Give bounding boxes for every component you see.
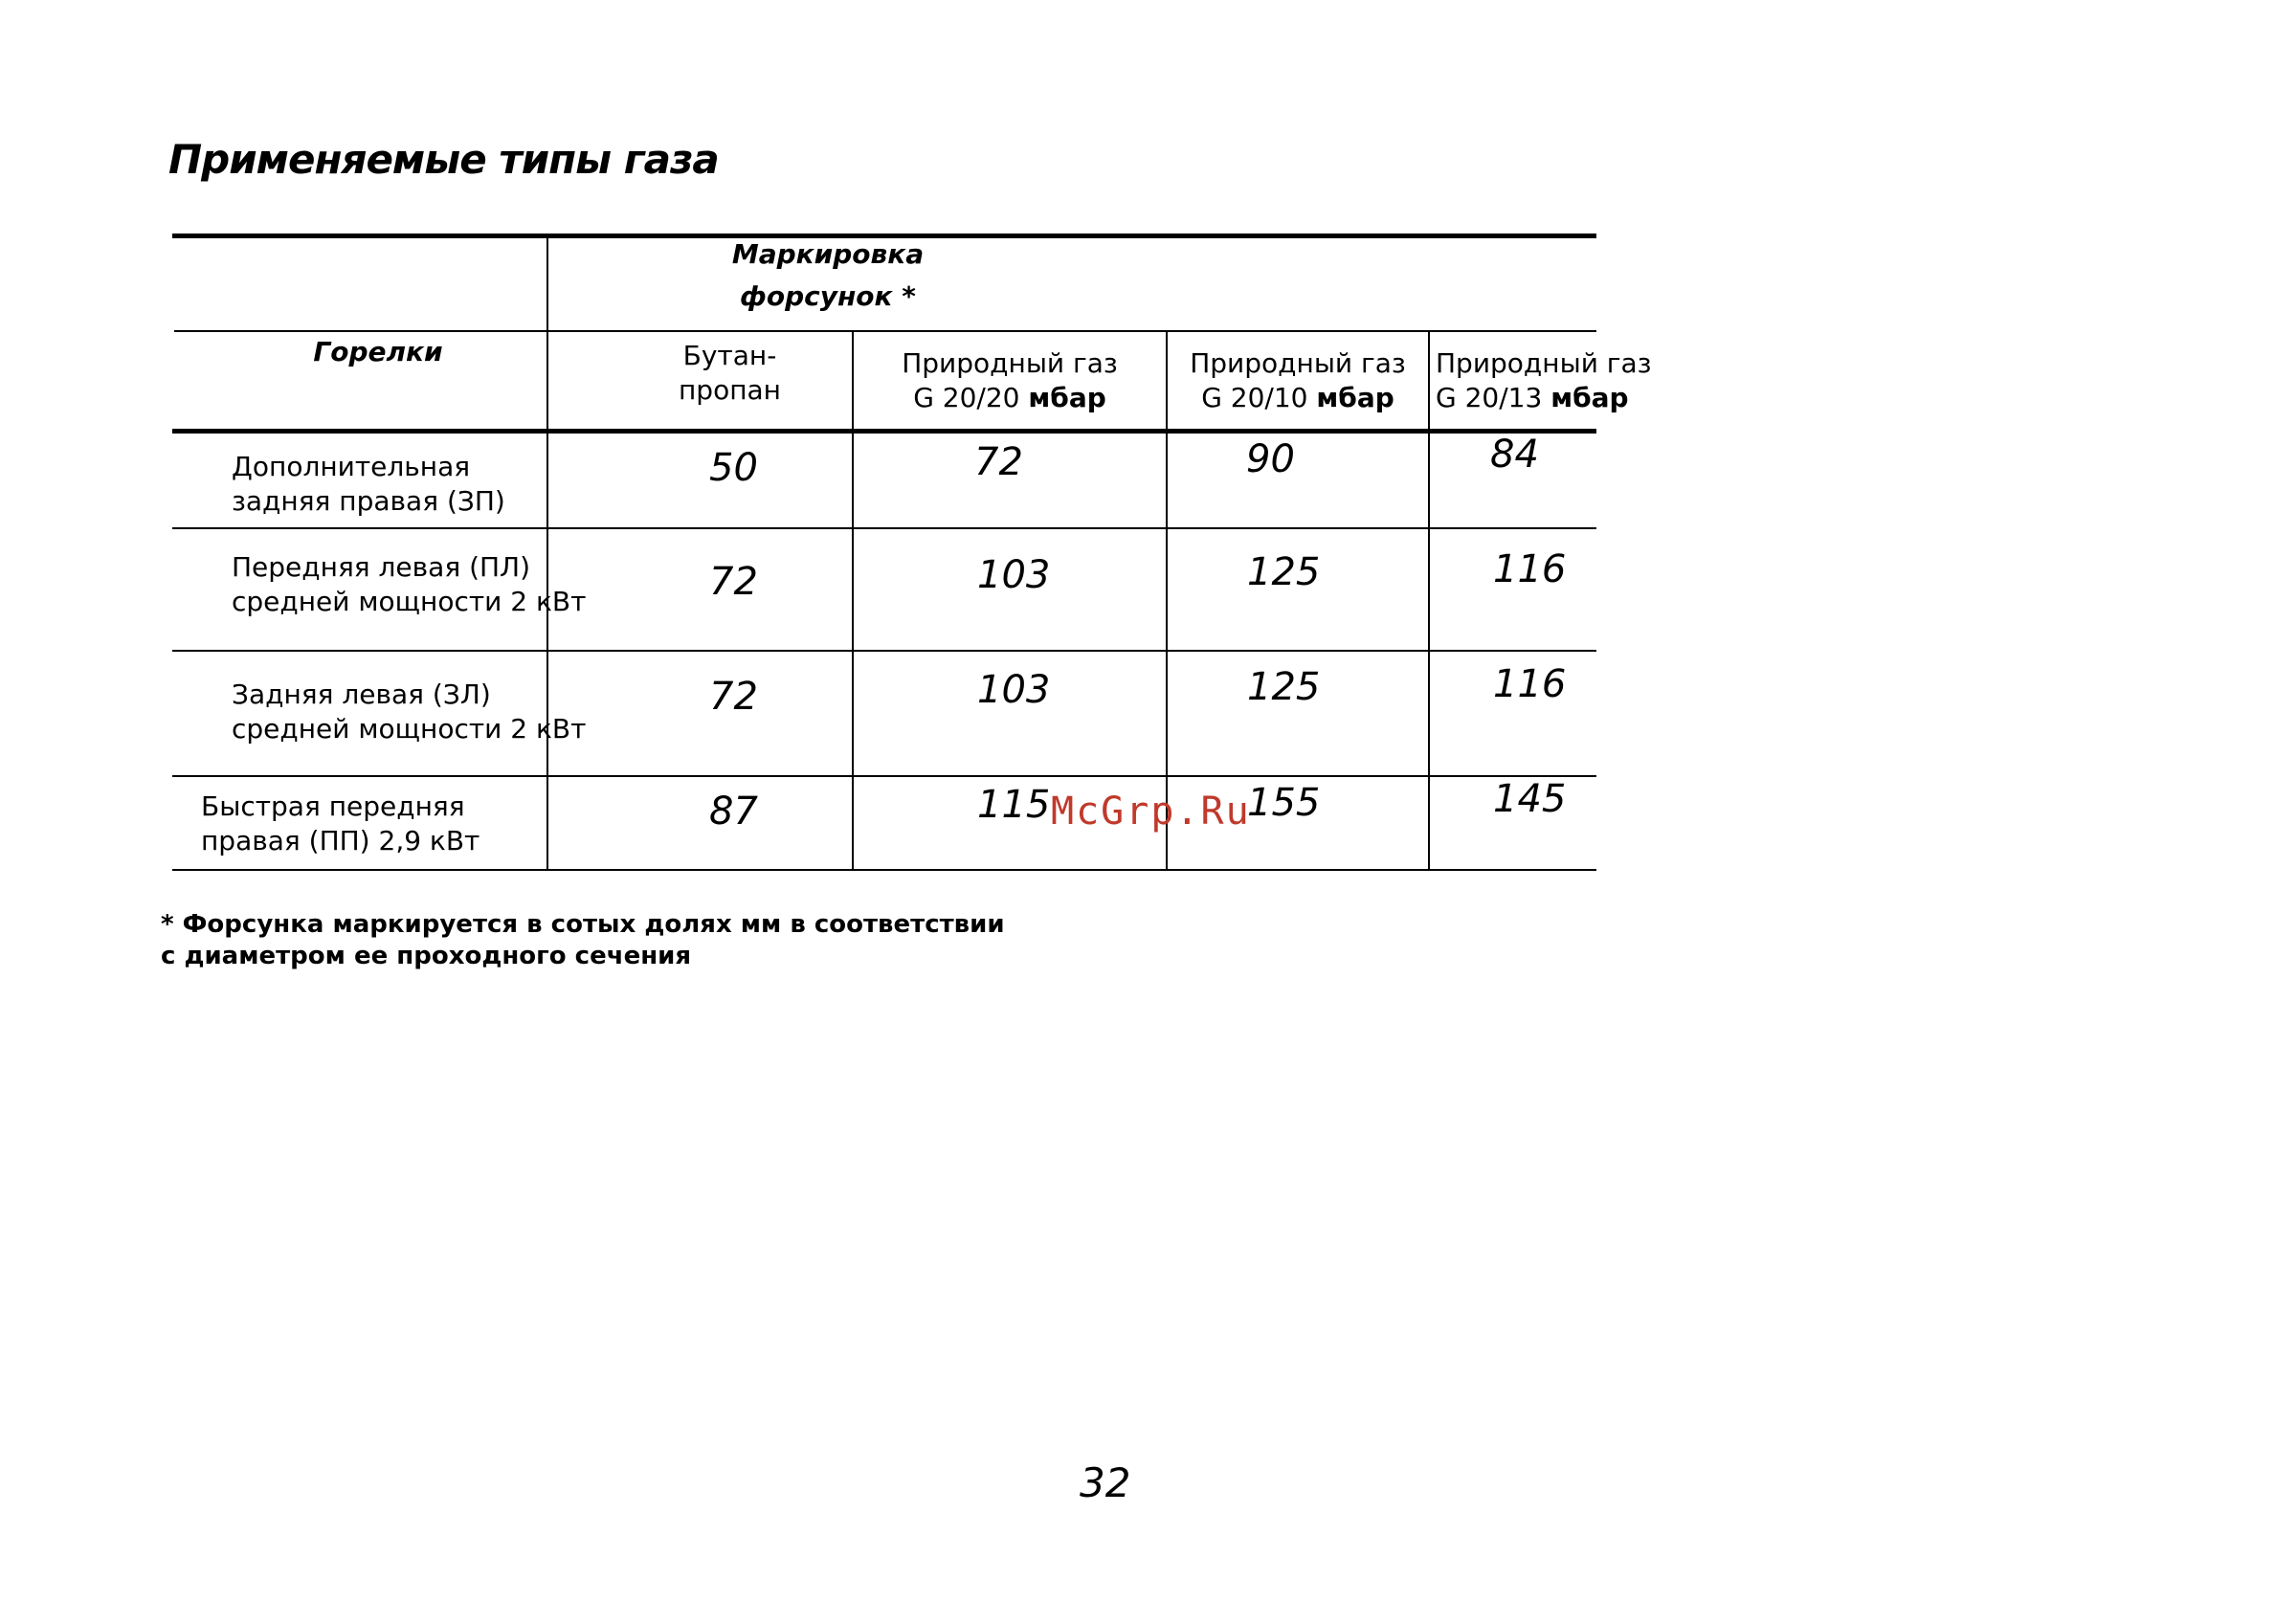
burner-column-header: Горелки [313,336,443,367]
column-header-line2: G 20/20 [913,382,1020,413]
table-bottom-border [172,869,1596,871]
group-header-line1: Маркировка [731,238,925,270]
table-row [232,450,505,519]
column-header-line2: пропан [679,374,781,406]
row-divider [172,650,1596,652]
column-header-unit: мбар [1316,382,1394,413]
table-cell-value: 90 [1246,437,1295,481]
header-bottom-border [172,429,1596,434]
column-header-g20-13 [1436,346,1665,415]
table-cell-value: 72 [709,560,758,604]
group-header-divider [174,330,1596,332]
burner-name-line2: средней мощности 2 кВт [232,586,587,617]
footnote-line1: * Форсунка маркируется в сотых долях мм в соответствии [161,910,1005,939]
watermark: McGrp.Ru [1051,790,1251,834]
column-header-line1: Бутан- [682,340,777,371]
table-cell-value: 116 [1493,547,1567,591]
column-header-line1: Природный газ [1190,347,1406,379]
footnote-line2: с диаметром ее проходного сечения [161,942,692,970]
burner-name-line1: Задняя левая (ЗЛ) [232,679,491,710]
column-header-unit: мбар [1550,382,1629,413]
table-cell-value: 103 [977,553,1051,597]
column-header-line1: Природный газ [1436,347,1652,379]
table-cell-value: 155 [1247,781,1321,825]
footnote [161,909,1005,972]
row-divider [172,527,1596,529]
table-cell-value: 87 [709,790,758,834]
column-header-unit: мбар [1028,382,1106,413]
column-divider [1428,330,1430,871]
table-row [201,790,480,858]
group-header-line2: форсунок * [740,280,916,312]
page-title: Применяемые типы газа [168,136,719,183]
column-header-line1: Природный газ [902,347,1118,379]
column-header-line2: G 20/10 [1201,382,1308,413]
column-header-butane-propane [574,339,885,408]
column-header-line2: G 20/13 [1436,382,1543,413]
table-cell-value: 72 [974,440,1023,484]
table-cell-value: 84 [1490,433,1539,477]
table-row [232,550,586,619]
table-cell-value: 125 [1247,665,1321,709]
column-header-g20-20 [854,346,1166,415]
column-header-g20-10 [1168,346,1428,415]
row-divider [172,775,1596,777]
table-cell-value: 116 [1493,662,1567,706]
burner-name-line2: задняя правая (ЗП) [232,485,505,517]
table-row [232,678,586,746]
table-cell-value: 125 [1247,550,1321,594]
table-cell-value: 50 [709,446,758,490]
table-cell-value: 115 [977,783,1051,827]
page-number: 32 [1080,1459,1131,1506]
burner-name-line2: средней мощности 2 кВт [232,713,587,745]
burner-name-line1: Быстрая передняя [201,790,465,822]
table-cell-value: 103 [977,668,1051,712]
burner-name-line1: Дополнительная [232,451,471,482]
burner-name-line2: правая (ПП) 2,9 кВт [201,825,480,856]
table-cell-value: 72 [709,675,758,719]
table-cell-value: 145 [1493,777,1567,821]
group-header [651,237,1005,314]
burner-name-line1: Передняя левая (ПЛ) [232,551,531,583]
